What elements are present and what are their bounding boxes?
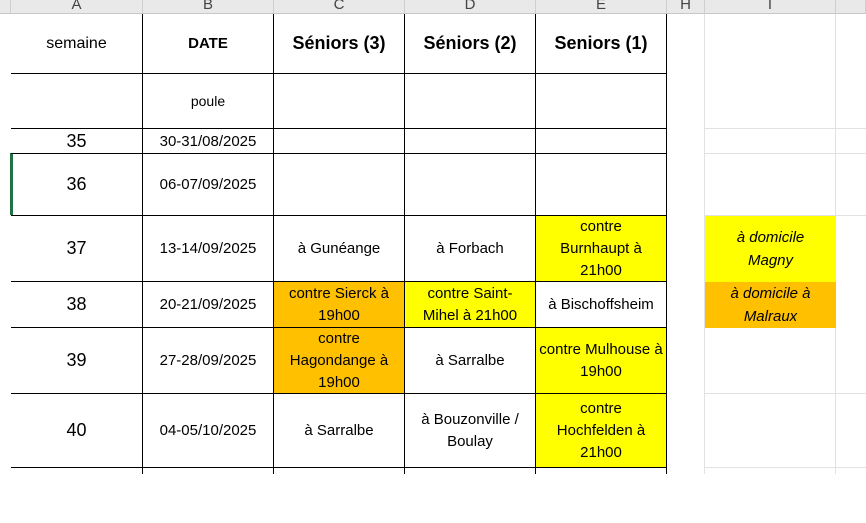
gridline <box>705 129 866 154</box>
column-header-a[interactable]: A <box>11 0 143 14</box>
cell-seniors-2[interactable]: à Sarralbe <box>405 328 536 394</box>
cell-seniors-1[interactable]: contre Burnhaupt à 21h00 <box>536 216 667 282</box>
gridline <box>705 394 866 468</box>
cell-week[interactable]: 38 <box>11 282 143 328</box>
cell-e-poule[interactable] <box>536 74 667 129</box>
cell-seniors-3[interactable]: contre Hagondange à 19h00 <box>274 328 405 394</box>
header-date[interactable]: DATE <box>143 14 274 74</box>
gridline <box>705 14 866 129</box>
header-seniors-2[interactable]: Séniors (2) <box>405 14 536 74</box>
cell-seniors-3[interactable] <box>274 154 405 216</box>
gridline <box>705 328 866 394</box>
row-header-strip <box>0 14 11 474</box>
cell-seniors-2[interactable]: à Bouzonville / Boulay <box>405 394 536 468</box>
cell-seniors-2[interactable]: contre Saint-Mihel à 21h00 <box>405 282 536 328</box>
column-header-c[interactable]: C <box>274 0 405 14</box>
column-header-b[interactable]: B <box>143 0 274 14</box>
cell-week[interactable]: 39 <box>11 328 143 394</box>
cell-date[interactable]: 06-07/09/2025 <box>143 154 274 216</box>
column-h-area[interactable] <box>667 14 705 474</box>
cell-d-poule[interactable] <box>405 74 536 129</box>
cell-date[interactable]: 20-21/09/2025 <box>143 282 274 328</box>
cell-week[interactable]: 37 <box>11 216 143 282</box>
cell-date[interactable]: 30-31/08/2025 <box>143 129 274 154</box>
cell-seniors-2[interactable] <box>405 129 536 154</box>
cell-week[interactable]: 36 <box>11 154 143 216</box>
cell-seniors-3[interactable]: à Sarralbe <box>274 394 405 468</box>
select-all-corner[interactable] <box>0 0 11 14</box>
cell-seniors-3[interactable]: à Gunéange <box>274 216 405 282</box>
cell-seniors-2[interactable] <box>405 154 536 216</box>
legend-domicile-malraux[interactable]: à domicile à Malraux <box>705 282 836 328</box>
cell-c-poule[interactable] <box>274 74 405 129</box>
header-seniors-1[interactable]: Seniors (1) <box>536 14 667 74</box>
cell-date[interactable]: 04-05/10/2025 <box>143 394 274 468</box>
cell-seniors-1[interactable]: à Bischoffsheim <box>536 282 667 328</box>
header-semaine[interactable]: semaine <box>11 14 143 74</box>
column-header-j[interactable] <box>836 0 866 14</box>
cell-week[interactable]: 35 <box>11 129 143 154</box>
cell-seniors-3[interactable]: contre Sierck à 19h00 <box>274 282 405 328</box>
column-header-e[interactable]: E <box>536 0 667 14</box>
cell-poule[interactable]: poule <box>143 74 274 129</box>
blank-area <box>0 474 866 523</box>
cell-seniors-1[interactable]: contre Hochfelden à 21h00 <box>536 394 667 468</box>
cell-seniors-1[interactable] <box>536 129 667 154</box>
cell-a-poule[interactable] <box>11 74 143 129</box>
column-header-i[interactable]: I <box>705 0 836 14</box>
cell-seniors-2[interactable]: à Forbach <box>405 216 536 282</box>
column-header-h[interactable]: H <box>667 0 705 14</box>
cell-seniors-1[interactable] <box>536 154 667 216</box>
cell-seniors-1[interactable]: contre Mulhouse à 19h00 <box>536 328 667 394</box>
cell-week[interactable]: 40 <box>11 394 143 468</box>
cell-seniors-3[interactable] <box>274 129 405 154</box>
legend-domicile-magny[interactable]: à domicile Magny <box>705 216 836 282</box>
column-header-d[interactable]: D <box>405 0 536 14</box>
cell-date[interactable]: 13-14/09/2025 <box>143 216 274 282</box>
cell-date[interactable]: 27-28/09/2025 <box>143 328 274 394</box>
gridline <box>705 154 866 216</box>
header-seniors-3[interactable]: Séniors (3) <box>274 14 405 74</box>
